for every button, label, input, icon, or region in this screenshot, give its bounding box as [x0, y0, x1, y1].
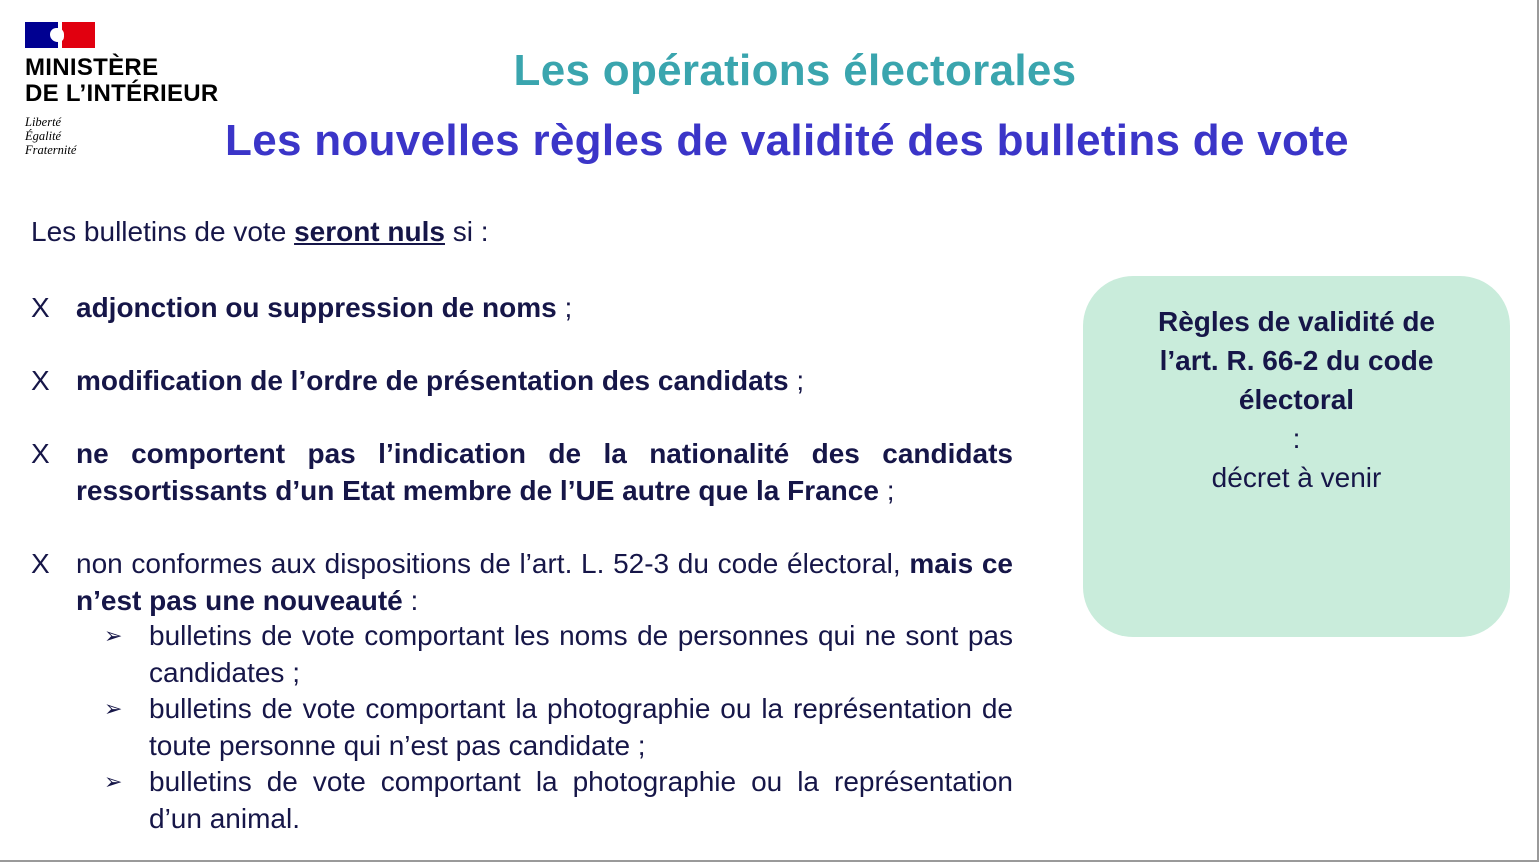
rule-item [31, 435, 1013, 509]
rule-item [31, 289, 1013, 326]
rule-bold: ne comportent pas l’indication de la nationalité des candidats ressortissants d’un Etat membre de l’UE autre que la France [76, 438, 1013, 506]
marianne-flag-icon [25, 22, 95, 48]
sub-item-text: bulletins de vote comportant la photographie ou la représentation d’un animal. [149, 766, 1013, 834]
rule-item [31, 545, 1013, 619]
sub-list-item [104, 691, 1013, 764]
arrow-bullet-icon: ➢ [104, 769, 123, 794]
motto-liberte: Liberté [25, 115, 62, 129]
rule-bold: mais ce n’est pas une nouveauté [76, 548, 1013, 616]
sub-item-text: bulletins de vote comportant la photographie ou la représentation de toute personne qui n’est pas candidate ; [149, 693, 1013, 761]
sub-item-text: bulletins de vote comportant les noms de personnes qui ne sont pas candidates ; [149, 620, 1013, 688]
rule-tail: ; [878, 475, 895, 506]
arrow-bullet-icon: ➢ [104, 696, 123, 721]
intro-before: Les bulletins de vote [31, 216, 295, 247]
x-mark-icon: X [31, 548, 50, 579]
sub-list-item [104, 618, 1013, 691]
rule-item [31, 362, 1013, 399]
rule-text [76, 545, 1013, 619]
ministry-name-line1: MINISTÈRE [25, 54, 159, 81]
x-mark-icon: X [31, 438, 50, 469]
arrow-bullet-icon: ➢ [104, 623, 123, 648]
box-title-line: Règles de validité de [1158, 306, 1435, 337]
rule-bold: modification de l’ordre de présentation des candidats [76, 365, 789, 396]
rule-text [76, 289, 1013, 326]
rule-bold: adjonction ou suppression de noms [76, 292, 557, 323]
box-title [1083, 302, 1510, 458]
sub-list-item [104, 764, 1013, 837]
rule-tail: : [402, 585, 419, 616]
x-mark-icon: X [31, 365, 50, 396]
box-title-line [1083, 380, 1510, 458]
intro-emphasis: seront nuls [294, 216, 445, 247]
page-title: Les opérations électorales [513, 46, 1077, 95]
box-title-tail: : [1292, 423, 1301, 454]
box-title-line-text: électoral [1238, 384, 1355, 415]
box-title-line: l’art. R. 66-2 du code [1159, 345, 1434, 376]
rule-tail: ; [556, 292, 573, 323]
page-subtitle: Les nouvelles règles de validité des bulletins de vote [225, 116, 1349, 165]
rule-text [76, 435, 1013, 509]
x-mark-icon: X [31, 292, 50, 323]
intro-sentence [31, 216, 489, 248]
motto-egalite: Égalité [25, 129, 62, 143]
intro-after: si : [444, 216, 489, 247]
rule-tail: ; [788, 365, 805, 396]
sub-list [104, 618, 1013, 837]
box-note: décret à venir [1211, 462, 1382, 493]
rule-plain: non conformes aux dispositions de l’art. L. 52-3 du code électoral, [76, 548, 910, 579]
rule-text [76, 362, 1013, 399]
motto-fraternite: Fraternité [25, 143, 77, 157]
validity-rules-box [1083, 276, 1510, 637]
ministry-name-line2: DE L’INTÉRIEUR [25, 80, 219, 107]
